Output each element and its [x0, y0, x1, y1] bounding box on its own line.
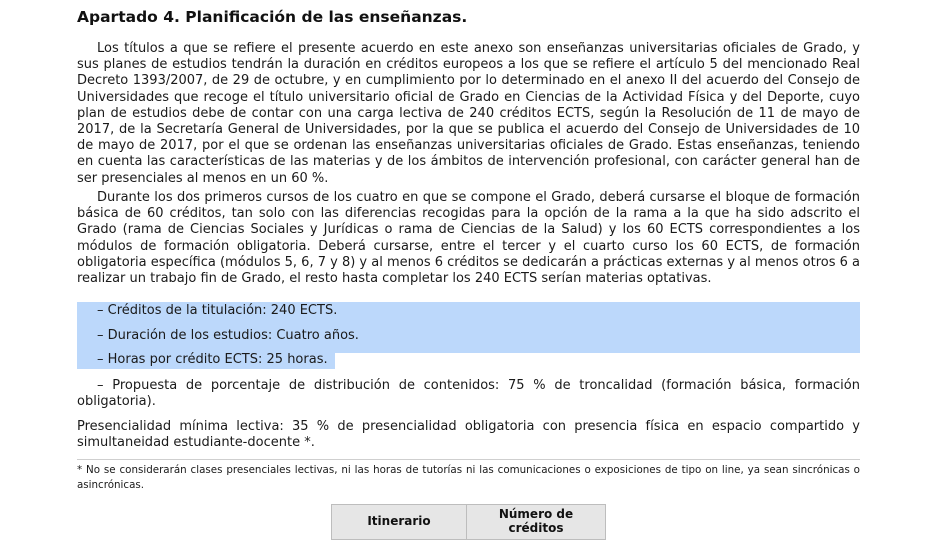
bullet-hours[interactable]	[77, 352, 860, 368]
footnote: * No se considerarán clases presenciales lectivas, ni las horas de tutorías ni las comunicaciones o exposiciones de tipo on line, ya sean sincrónicas o asincrónicas.	[77, 464, 860, 491]
bullet-text: Horas por crédito ECTS: 25 horas.	[107, 352, 328, 367]
bullet-text: Créditos de la titulación: 240 ECTS.	[107, 303, 338, 318]
bullet-duration[interactable]	[77, 328, 860, 344]
credits-table	[331, 504, 606, 540]
section-heading: Apartado 4. Planificación de las enseñanzas.	[77, 8, 468, 26]
bullet-dash: –	[97, 328, 104, 343]
paragraph-presenciality: Presencialidad mínima lectiva: 35 % de presencialidad obligatoria con presencia física en espacio compartido y simultaneidad estudiante-docente *.	[77, 419, 860, 451]
bullet-dash: –	[97, 352, 104, 367]
table-header-row	[332, 505, 606, 540]
paragraph-courses: Durante los dos primeros cursos de los cuatro en que se compone el Grado, deberá cursarse el bloque de formación básica de 60 créditos, tan solo con las diferencias recogidas para la opción de la rama a la que ha sido adscrito el Grado (rama de Ciencias Sociales y Jurídicas o rama de Ciencias de la Salud) y los 60 ECTS correspondientes a los módulos de formación obligatoria. Deberá cursarse, entre el tercer y el cuarto curso los 60 ECTS, de formación obligatoria específica (módulos 5, 6, 7 y 8) y al menos 6 créditos se dedicarán a prácticas externas y al menos otros 6 a realizar un trabajo fin de Grado, el resto hasta completar los 240 ECTS serían materias optativas.	[77, 190, 860, 287]
paragraph-distribution: – Propuesta de porcentaje de distribución de contenidos: 75 % de troncalidad (formación básica, formación obligatoria).	[77, 378, 860, 410]
footnote-divider	[77, 459, 860, 460]
bullet-text: Duración de los estudios: Cuatro años.	[107, 328, 359, 343]
table-header-credits: Número de créditos	[467, 505, 606, 540]
table-header-itinerary: Itinerario	[332, 505, 467, 540]
bullet-credits[interactable]	[77, 303, 860, 319]
bullet-dash: –	[97, 303, 104, 318]
paragraph-intro: Los títulos a que se refiere el presente acuerdo en este anexo son enseñanzas universitarias oficiales de Grado, y sus planes de estudios tendrán la duración en créditos europeos a los que se refiere el artículo 5 del mencionado Real Decreto 1393/2007, de 29 de octubre, y en cumplimiento por lo determinado en el anexo II del acuerdo del Consejo de Universidades que recoge el título universitario oficial de Grado en Ciencias de la Actividad Física y del Deporte, cuyo plan de estudios debe de contar con una carga lectiva de 240 créditos ECTS, según la Resolución de 11 de mayo de 2017, de la Secretaría General de Universidades, por la que se publica el acuerdo del Consejo de Universidades de 10 de mayo de 2017, por el que se ordenan las enseñanzas universitarias oficiales de Grado. Estas enseñanzas, teniendo en cuenta las características de las materias y de los ámbitos de intervención profesional, con carácter general han de ser presenciales al menos en un 60 %.	[77, 41, 860, 186]
